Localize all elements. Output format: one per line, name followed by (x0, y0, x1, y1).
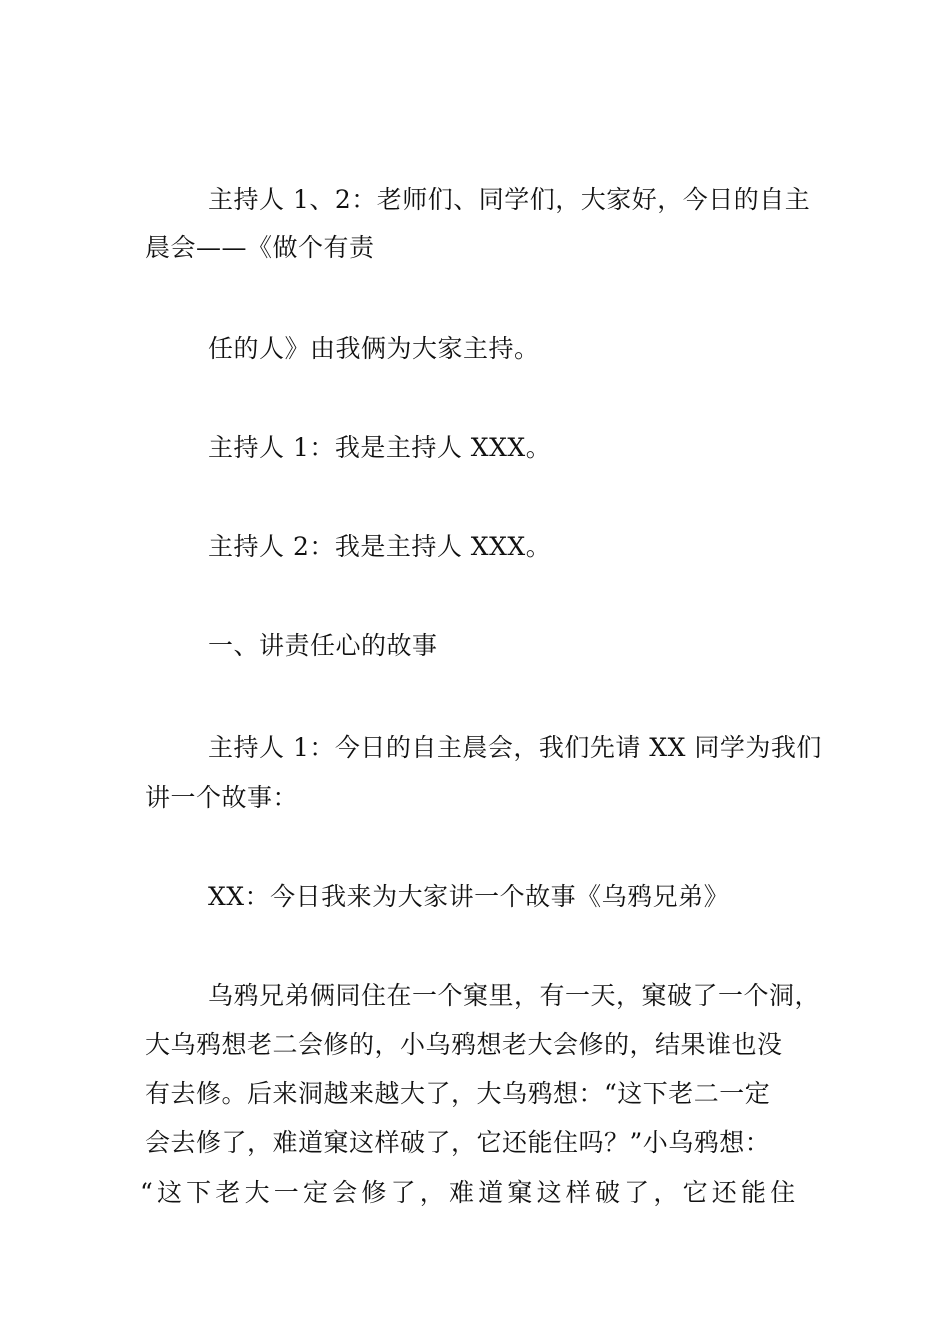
paragraph-6-line-2: 讲一个故事： (145, 783, 299, 812)
paragraph-6-line-1: 主持人 1：今日的自主晨会，我们先请 XX 同学为我们 (208, 733, 822, 762)
host-1-intro: 主持人 1：我是主持人 XXX。 (208, 433, 552, 462)
story-line-5: “这下老大一定会修了，难道窠这样破了，它还能住 (140, 1178, 800, 1207)
paragraph-1-line-1: 主持人 1、2：老师们、同学们，大家好，今日的自主 (208, 185, 811, 214)
paragraph-2-line-1: 任的人》由我俩为大家主持。 (208, 334, 540, 363)
paragraph-1-line-2: 晨会——《做个有责 (145, 233, 375, 262)
story-line-3: 有去修。后来洞越来越大了，大乌鸦想：“这下老二一定 (145, 1079, 771, 1108)
story-line-1: 乌鸦兄弟俩同住在一个窠里，有一天，窠破了一个洞， (208, 981, 821, 1010)
story-line-2: 大乌鸦想老二会修的，小乌鸦想老大会修的，结果谁也没 (145, 1030, 783, 1059)
host-2-intro: 主持人 2：我是主持人 XXX。 (208, 532, 552, 561)
story-line-4: 会去修了，难道窠这样破了，它还能住吗？”小乌鸦想： (145, 1128, 771, 1157)
story-title-line: XX：今日我来为大家讲一个故事《乌鸦兄弟》 (208, 882, 730, 911)
section-heading: 一、讲责任心的故事 (208, 631, 438, 660)
